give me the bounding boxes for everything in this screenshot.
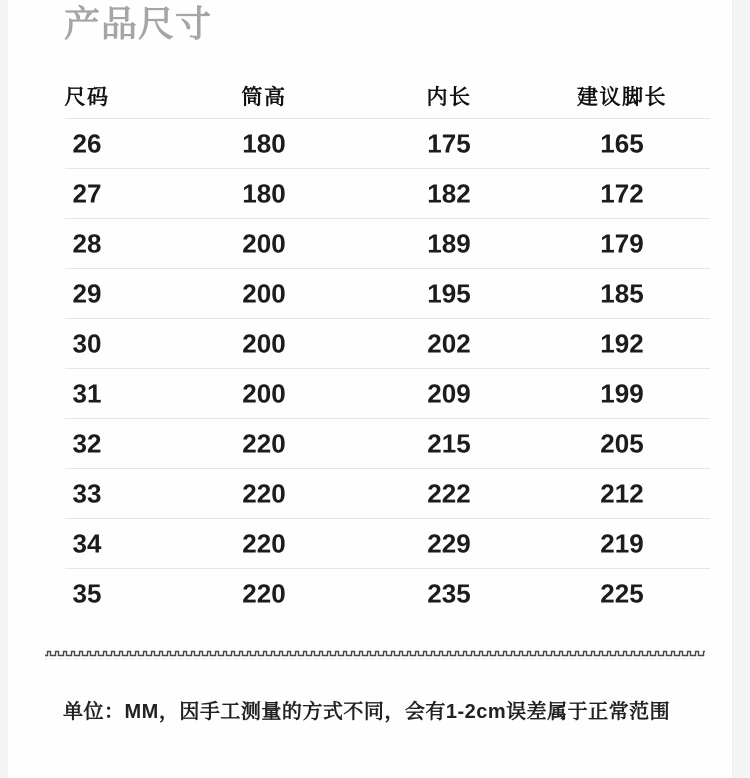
- cell-size: 32: [72, 428, 102, 458]
- table-row: [65, 419, 710, 469]
- table-row: [65, 119, 710, 169]
- cell-size: 26: [72, 128, 102, 158]
- cell-inner-length: 189: [427, 228, 471, 258]
- cell-size: 31: [72, 378, 102, 408]
- right-edge-strip: [732, 0, 750, 778]
- cell-inner-length: 182: [427, 178, 471, 208]
- cell-inner-length: 202: [427, 328, 471, 358]
- table-row: [65, 219, 710, 269]
- cell-inner-length: 209: [427, 378, 471, 408]
- cell-suggested-foot-length: 199: [600, 378, 644, 408]
- cell-suggested-foot-length: 225: [600, 578, 644, 608]
- cell-suggested-foot-length: 192: [600, 328, 644, 358]
- cell-inner-length: 222: [427, 478, 471, 508]
- cell-size: 30: [72, 328, 102, 358]
- cell-suggested-foot-length: 185: [600, 278, 644, 308]
- header-shaft-height: 筒高: [241, 86, 287, 109]
- table-row: [65, 369, 710, 419]
- cell-suggested-foot-length: 205: [600, 428, 644, 458]
- cell-suggested-foot-length: 165: [600, 128, 644, 158]
- size-table: [65, 74, 710, 618]
- unit-note: 单位：MM，因手工测量的方式不同，会有1-2cm误差属于正常范围: [63, 701, 671, 723]
- cell-shaft-height: 200: [242, 228, 286, 258]
- cell-shaft-height: 200: [242, 278, 286, 308]
- cell-shaft-height: 200: [242, 378, 286, 408]
- header-suggested-foot-length: 建议脚长: [577, 86, 667, 109]
- cell-shaft-height: 220: [242, 428, 286, 458]
- cell-shaft-height: 220: [242, 478, 286, 508]
- cell-size: 28: [72, 228, 102, 258]
- header-size: 尺码: [64, 86, 110, 109]
- cell-suggested-foot-length: 179: [600, 228, 644, 258]
- cell-shaft-height: 220: [242, 578, 286, 608]
- cell-inner-length: 229: [427, 528, 471, 558]
- cell-size: 29: [72, 278, 102, 308]
- cell-shaft-height: 180: [242, 178, 286, 208]
- cell-inner-length: 175: [427, 128, 471, 158]
- cell-inner-length: 195: [427, 278, 471, 308]
- table-header-row: [65, 74, 710, 119]
- cell-shaft-height: 200: [242, 328, 286, 358]
- page-title: 产品尺寸: [64, 3, 213, 44]
- cell-shaft-height: 180: [242, 128, 286, 158]
- table-row: [65, 269, 710, 319]
- cell-size: 33: [72, 478, 102, 508]
- cell-suggested-foot-length: 212: [600, 478, 644, 508]
- zigzag-divider-icon: [45, 649, 705, 661]
- table-row: [65, 569, 710, 618]
- table-row: [65, 319, 710, 369]
- cell-size: 27: [72, 178, 102, 208]
- table-row: [65, 469, 710, 519]
- cell-size: 34: [72, 528, 102, 558]
- table-row: [65, 519, 710, 569]
- cell-inner-length: 235: [427, 578, 471, 608]
- left-edge-strip: [0, 0, 8, 778]
- cell-shaft-height: 220: [242, 528, 286, 558]
- cell-suggested-foot-length: 219: [600, 528, 644, 558]
- cell-inner-length: 215: [427, 428, 471, 458]
- cell-size: 35: [72, 578, 102, 608]
- table-row: [65, 169, 710, 219]
- header-inner-length: 内长: [426, 86, 472, 109]
- cell-suggested-foot-length: 172: [600, 178, 644, 208]
